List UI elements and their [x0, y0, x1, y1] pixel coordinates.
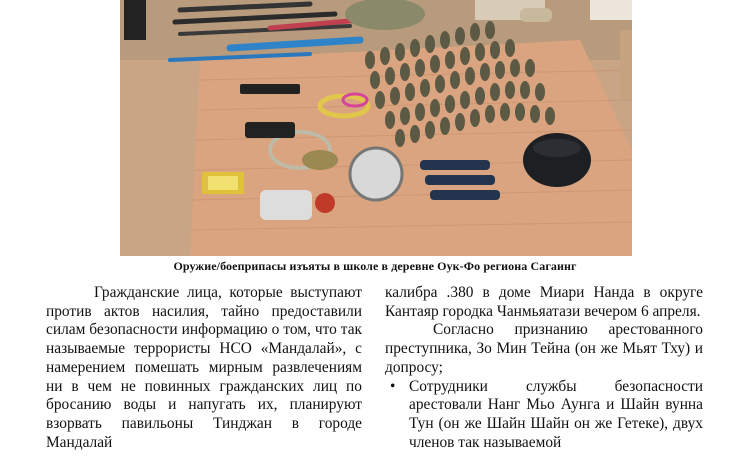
seized-weapons-photo — [120, 0, 632, 256]
right-column-paragraph: Согласно признанию арестованного преступника, Зо Мин Тейна (он же Мьят Тху) и допросу; — [385, 321, 703, 376]
photo-caption: Оружие/боеприпасы изъяты в школе в деревне Оук-Фо региона Сагаинг — [173, 259, 577, 273]
article-left-column — [46, 284, 362, 452]
bullet-list — [385, 378, 703, 453]
article-right-column — [385, 284, 703, 452]
bullet-item: • Сотрудники службы безопасности арестовали Нанг Мьо Аунга и Шайн вунна Тун (он же Шайн Шайн он же Гетеке), двух членов так называемой — [385, 378, 703, 453]
right-column-intro: калибра .380 в доме Миари Нанда в округе Кантаяр городка Чанмьяатази вечером 6 апреля. — [385, 284, 703, 320]
left-column-paragraph: Гражданские лица, которые выступают против актов насилия, тайно предоставили силам безопасности информацию о том, что так называемые террористы НСО «Мандалай», с намерением помешать мирным развлечениям ни в чем не повинных гражданских лиц по бросанию воды и напугать их, планируют взорвать павильоны Тинджан в городе Мандалай — [46, 284, 362, 451]
